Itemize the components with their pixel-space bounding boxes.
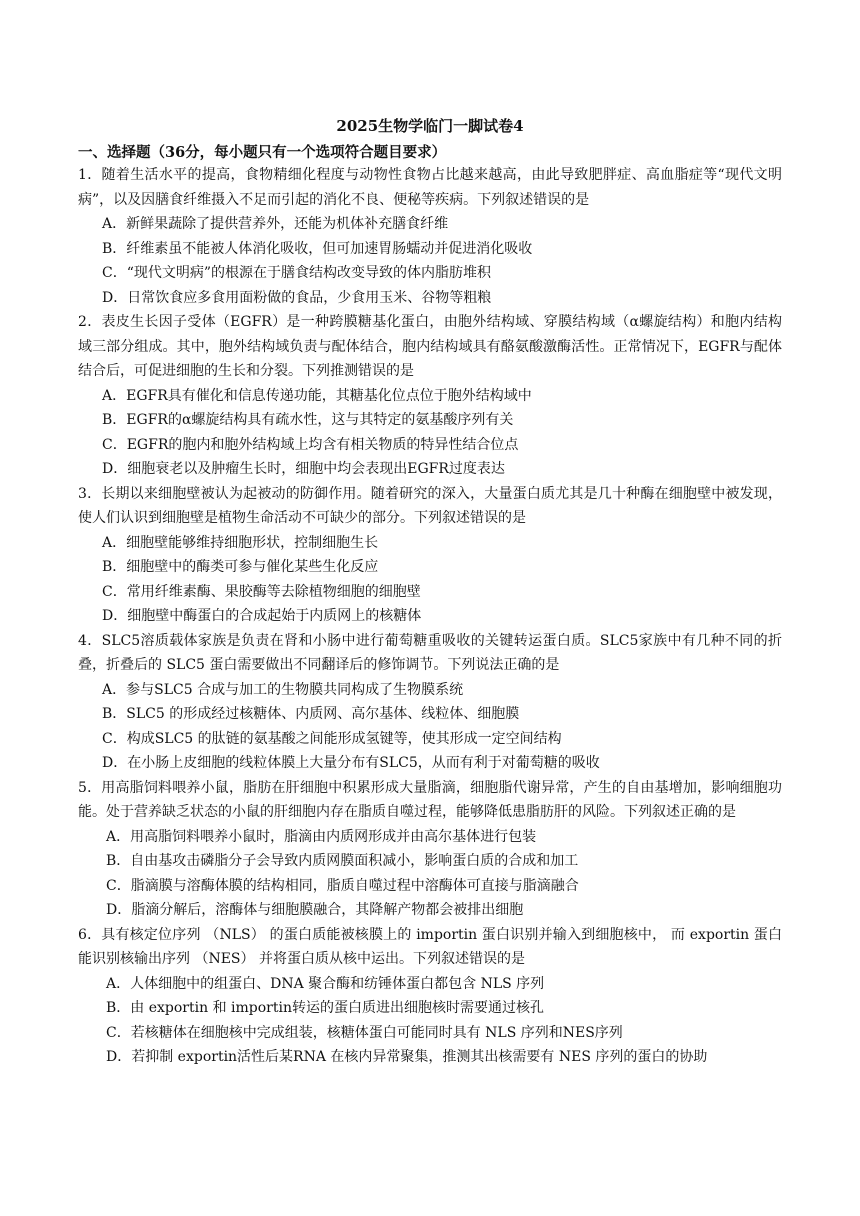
option-b: B．SLC5 的形成经过核糖体、内质网、高尔基体、线粒体、细胞膜 <box>102 706 520 722</box>
option-list <box>78 212 782 310</box>
option-c: C．构成SLC5 的肽链的氨基酸之间能形成氢键等，使其形成一定空间结构 <box>102 730 562 747</box>
option-c: C．“现代文明病”的根源在于膳食结构改变导致的体内脂肪堆积 <box>102 265 492 281</box>
option-c: C．若核糖体在细胞核中完成组装，核糖体蛋白可能同时具有 NLS 序列和NES序列 <box>106 1024 623 1041</box>
option-list <box>78 972 782 1070</box>
question-stem: 2．表皮生长因子受体（EGFR）是一种跨膜糖基化蛋白，由胞外结构域、穿膜结构域（α螺旋结构）和胞内结构域三部分组成。其中，胞外结构域负责与配体结合，胞内结构域具有酪氨酸激酶活性。正常情况下，EGFR与配体结合后，可促进细胞的生长和分裂。下列推测错误的是 <box>78 314 782 379</box>
question-3 <box>78 482 782 629</box>
option-a: A．用高脂饲料喂养小鼠时，脂滴由内质网形成并由高尔基体进行包装 <box>106 828 537 845</box>
question-5 <box>78 776 782 923</box>
question-4 <box>78 629 782 776</box>
question-2 <box>78 310 782 482</box>
option-d: D．在小肠上皮细胞的线粒体膜上大量分布有SLC5，从而有利于对葡萄糖的吸收 <box>102 755 600 771</box>
option-d: D．细胞衰老以及肿瘤生长时，细胞中均会表现出EGFR过度表达 <box>102 461 505 477</box>
option-list <box>78 384 782 482</box>
option-b: B．细胞壁中的酶类可参与催化某些生化反应 <box>102 559 379 575</box>
option-c: C．常用纤维素酶、果胶酶等去除植物细胞的细胞壁 <box>102 583 421 600</box>
option-b: B．EGFR的α螺旋结构具有疏水性，这与其特定的氨基酸序列有关 <box>102 412 514 428</box>
option-c: C．脂滴膜与溶酶体膜的结构相同，脂质自噬过程中溶酶体可直接与脂滴融合 <box>106 877 579 894</box>
option-c: C．EGFR的胞内和胞外结构域上均含有相关物质的特异性结合位点 <box>102 436 519 453</box>
option-d: D．若抑制 exportin活性后某RNA 在核内异常聚集，推测其出核需要有 NES 序列的蛋白的协助 <box>106 1049 708 1065</box>
question-stem: 6．具有核定位序列 （NLS） 的蛋白质能被核膜上的 importin 蛋白识别并输入到细胞核中， 而 exportin 蛋白能识别核输出序列 （NES） 并将蛋白质从核中运出。下列叙述错误的是 <box>78 926 782 967</box>
option-d: D．细胞壁中酶蛋白的合成起始于内质网上的核糖体 <box>102 608 422 624</box>
option-b: B．自由基攻击磷脂分子会导致内质网膜面积减小，影响蛋白质的合成和加工 <box>106 853 579 869</box>
option-d: D．日常饮食应多食用面粉做的食品，少食用玉米、谷物等粗粮 <box>102 289 492 306</box>
option-list <box>78 825 782 923</box>
question-stem: 5．用高脂饲料喂养小鼠，脂肪在肝细胞中积累形成大量脂滴，细胞脂代谢异常，产生的自由基增加，影响细胞功能。处于营养缺乏状态的小鼠的肝细胞内存在脂质自噬过程，能够降低患脂肪肝的风险。下列叙述正确的是 <box>78 779 782 820</box>
option-a: A．参与SLC5 合成与加工的生物膜共同构成了生物膜系统 <box>102 681 464 698</box>
option-a: A．新鲜果蔬除了提供营养外，还能为机体补充膳食纤维 <box>102 216 449 232</box>
option-list <box>78 531 782 629</box>
question-list <box>78 163 782 1070</box>
option-a: A．EGFR具有催化和信息传递功能，其糖基化位点位于胞外结构域中 <box>102 387 532 404</box>
option-a: A．细胞壁能够维持细胞形状，控制细胞生长 <box>102 534 379 551</box>
option-list <box>78 678 782 776</box>
question-stem: 4．SLC5溶质载体家族是负责在肾和小肠中进行葡萄糖重吸收的关键转运蛋白质。SLC5家族中有几种不同的折叠，折叠后的 SLC5 蛋白需要做出不同翻译后的修饰调节。下列说法正确的是 <box>78 632 782 673</box>
option-b: B．由 exportin 和 importin转运的蛋白质进出细胞核时需要通过核孔 <box>106 1000 544 1016</box>
question-1 <box>78 163 782 310</box>
question-stem: 1．随着生活水平的提高，食物精细化程度与动物性食物占比越来越高，由此导致肥胖症、高血脂症等“现代文明病”，以及因膳食纤维摄入不足而引起的消化不良、便秘等疾病。下列叙述错误的是 <box>78 167 782 208</box>
option-a: A．人体细胞中的组蛋白、DNA 聚合酶和纺锤体蛋白都包含 NLS 序列 <box>106 975 545 992</box>
option-d: D．脂滴分解后，溶酶体与细胞膜融合，其降解产物都会被排出细胞 <box>106 902 524 918</box>
section-heading: 一、选择题（36分，每小题只有一个选项符合题目要求） <box>78 144 447 161</box>
question-stem: 3．长期以来细胞壁被认为起被动的防御作用。随着研究的深入，大量蛋白质尤其是几十种酶在细胞壁中被发现，使人们认识到细胞壁是植物生命活动不可缺少的部分。下列叙述错误的是 <box>78 485 782 526</box>
option-b: B．纤维素虽不能被人体消化吸收，但可加速胃肠蠕动并促进消化吸收 <box>102 240 533 257</box>
question-6 <box>78 923 782 1070</box>
page-title: 2025生物学临门一脚试卷4 <box>336 117 524 135</box>
